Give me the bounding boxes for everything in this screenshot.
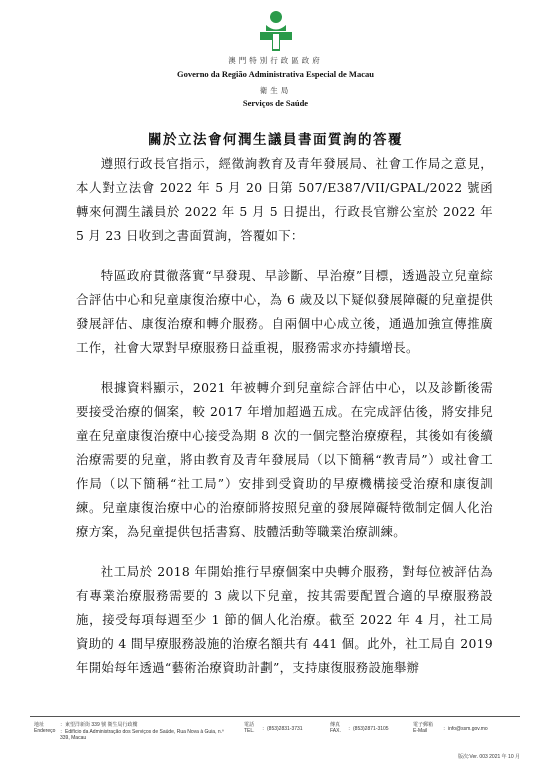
tel-label-cn: 電話 [244,722,255,728]
paragraph-4: 社工局於 2018 年開始推行早療個案中央轉介服務，對每位被評估為有專業治療服務需要的 3 歲以下兒童，按其需要配置合適的早療服務設施，接受每項每週至少 1 節的個人化治療。截至 2022 年 4 月，社工局資助的 4 間早療服務設施的治療名額共有 441 個。此外，社工局自 2019 年開始每年透過“藝術治療資助計劃”，支持康復服務設施舉辦 [76,564,493,675]
paragraph-1: 遵照行政長官指示，經徵詢教育及青年發展局、社會工作局之意見，本人對立法會 2022 年 5 月 20 日第 507/E387/VII/GPAL/2022 號函轉來何潤生議員於 2022 年 5 月 5 日提出，行政長官辦公室於 2022 年 5 月 23 日收到之書面質詢，答覆如下： [76,156,493,243]
email-label-cn: 電子郵箱 [413,722,434,728]
document-version: 版次:Ver. 003 2021 年 10 月 [458,754,520,760]
footer-email-labels [413,721,433,734]
footer-fax-labels [330,721,341,734]
document-body [76,152,493,696]
government-name-chinese: 澳門特別行政區政府 [228,56,323,65]
page-footer [30,716,520,741]
logo-center-mark-icon [273,34,279,49]
paragraph-3: 根據資料顯示，2021 年被轉介到兒童綜合評估中心，以及診斷後需要接受治療的個案，較 2017 年增加超過五成。在完成評估後，將安排兒童在兒童康復治療中心接受為期 8 次的一個完整治療療程，其後如有後續治療需要的兒童，將由教育及青年發展局（以下簡稱“教青局”）或社會工作局（以下簡稱“社工局”）安排到受資助的早療機構接受治療和康復訓練。兒童康復治療中心的治療師將按照兒童的發展障礙特徵制定個人化治療方案，為兒童提供包括書寫、肢體活動等職業治療訓練。 [76,380,493,539]
footer-address [60,721,230,741]
address-label-cn: 地址 [34,722,45,728]
ssm-logo-icon [257,10,295,52]
tel-label-pt: TEL. [244,728,255,734]
government-name-portuguese: Governo da Região Administrativa Especial de Macau [177,69,374,79]
paragraph-2: 特區政府貫徹落實“早發現、早診斷、早治療”目標，透過設立兒童綜合評估中心和兒童康復治療中心，為 6 歲及以下疑似發展障礙的兒童提供發展評估、康復治療和轉介服務。自兩個中心成立後，通過加強宣傳推廣工作，社會大眾對早療服務日益重視，服務需求亦持續增長。 [76,268,493,355]
document-title: 關於立法會何潤生議員書面質詢的答覆 [148,132,403,148]
department-name-chinese: 衛生局 [259,86,292,95]
address-pt: ：Edifício da Administração dos Serviços de Saúde, Rua Nova à Guia, n.º 339, Macau [60,729,224,741]
address-label-pt: Endereço [34,728,56,734]
email-label-pt: E-Mail [413,728,428,734]
fax-label-cn: 傳真 [330,722,341,728]
address-cn: ：東望洋新街 339 號 衛生局行政樓 [60,722,138,728]
fax-label-pt: FAX. [330,728,341,734]
tel-number: ：(853)2831-3731 [262,726,303,732]
logo-head-icon [270,11,282,23]
fax-number: ：(853)2871-3105 [348,726,389,732]
footer-address-labels [34,721,55,734]
footer-tel-labels [244,721,255,734]
department-name-portuguese: Serviços de Saúde [242,98,309,108]
logo-arms-icon [266,25,286,31]
email-address: ：info@ssm.gov.mo [443,726,488,732]
